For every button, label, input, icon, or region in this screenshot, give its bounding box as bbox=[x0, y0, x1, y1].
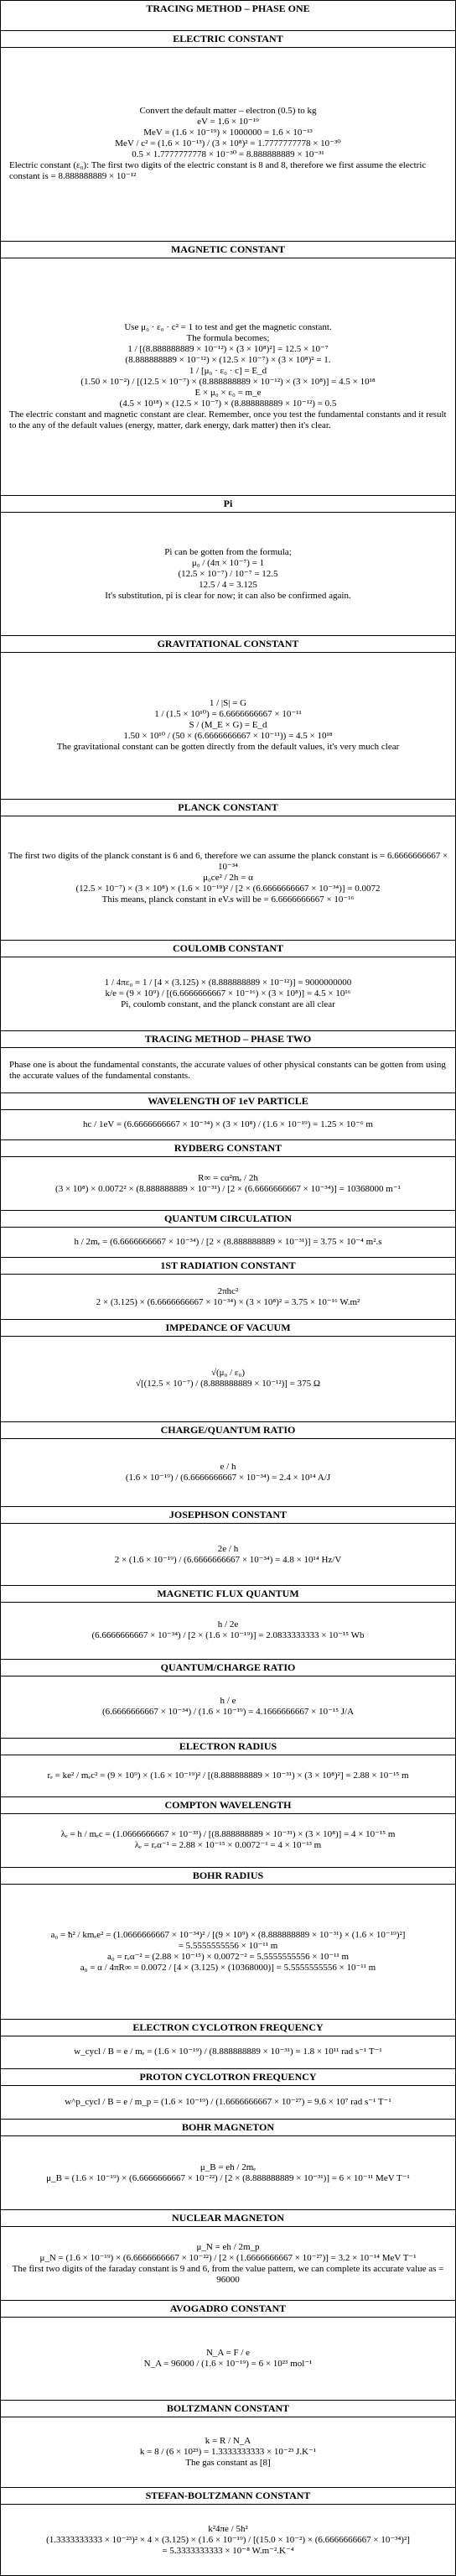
section-rydberg-constant bbox=[1, 1140, 455, 1211]
section-body bbox=[1, 1676, 455, 1738]
section-gravitational-constant bbox=[1, 636, 455, 799]
section-body bbox=[1, 957, 455, 1030]
section-josephson-constant bbox=[1, 1507, 455, 1586]
equation-line: λₑ = rₑα⁻¹ = 2.88 × 10⁻¹⁵ × 0.0072⁻¹ = 4 × 10⁻¹³ m bbox=[134, 1840, 322, 1851]
section-body bbox=[1, 1439, 455, 1506]
equation-line: 0.5 × 1.7777777778 × 10⁻³⁰ = 8.888888889 × 10⁻³¹ bbox=[132, 149, 324, 160]
section-body bbox=[1, 2417, 455, 2488]
section-title: MAGNETIC CONSTANT bbox=[1, 242, 455, 258]
section-nuclear-magneton bbox=[1, 2210, 455, 2301]
section-body bbox=[1, 2227, 455, 2300]
equation-line: = 5.3333333333 × 10⁻⁸ W.m⁻².K⁻⁴ bbox=[162, 2545, 294, 2556]
section-body bbox=[1, 1228, 455, 1257]
explanatory-note: It's substitution, pi is clear for now; it can also be confirmed again. bbox=[105, 590, 351, 601]
section-bohr-radius bbox=[1, 1868, 455, 2020]
equation-line: μ_B = eh / 2mₑ bbox=[200, 2161, 256, 2172]
section-body bbox=[1, 1157, 455, 1210]
explanatory-note: The electric constant and magnetic constant are clear. Remember, once you test the fundamental constants and it result to the any of the default values (energy, matter, dark energy, dark matter) then it's clear. bbox=[9, 409, 447, 431]
section-body bbox=[1, 1275, 455, 1319]
equation-line: MeV = (1.6 × 10⁻¹⁹) × 1000000 = 1.6 × 10⁻¹³ bbox=[143, 128, 313, 138]
section-body bbox=[1, 816, 455, 941]
section-title: MAGNETIC FLUX QUANTUM bbox=[1, 1586, 455, 1603]
section-title: 1ST RADIATION CONSTANT bbox=[1, 1258, 455, 1275]
equation-line: N_A = F / e bbox=[205, 2347, 251, 2358]
section-body bbox=[1, 1337, 455, 1421]
section-body bbox=[1, 2136, 455, 2209]
equation-line: R∞ = cα²mₑ / 2h bbox=[198, 1172, 258, 1183]
equation-line: Pi can be gotten from the formula; bbox=[164, 546, 292, 557]
equation-line: 2πhc² bbox=[217, 1285, 239, 1296]
equation-line: 12.5 / 4 = 3.125 bbox=[199, 579, 257, 590]
section-body bbox=[1, 2318, 455, 2399]
section-body bbox=[1, 653, 455, 798]
equation-line: (6.6666666667 × 10⁻³⁴) / (1.6 × 10⁻¹⁹) = 4.1666666667 × 10⁻¹⁵ J/A bbox=[101, 1707, 355, 1718]
section-coulomb-constant bbox=[1, 941, 455, 1031]
equation-line: μ₀ce² / 2h = α bbox=[203, 872, 253, 883]
section-body bbox=[1, 1603, 455, 1658]
equation-line: 2 × (1.6 × 10⁻¹⁹) / (6.6666666667 × 10⁻³⁴) = 4.8 × 10¹⁴ Hz/V bbox=[114, 1554, 342, 1565]
section-magnetic-constant bbox=[1, 242, 455, 496]
equation-line: (12.5 × 10⁻⁷) / 10⁻⁷ = 12.5 bbox=[178, 568, 278, 579]
equation-line: 1 / [μ₀ · ε₀ · c] = E_d bbox=[189, 366, 267, 377]
equation-line: 2 × (3.125) × (6.6666666667 × 10⁻³⁴) × (3 × 10⁸)² = 3.75 × 10⁻¹⁶ W.m² bbox=[96, 1296, 360, 1307]
section-stefan-boltzmann-constant bbox=[1, 2488, 455, 2575]
section-electron-radius bbox=[1, 1739, 455, 1797]
equation-line: k²4πe / 5h² bbox=[208, 2523, 248, 2534]
equation-line: 1 / [(8.888888889 × 10⁻¹²) × (3 × 10⁸)²] = 12.5 × 10⁻⁷ bbox=[127, 344, 329, 355]
explanatory-note: The gravitational constant can be gotten directly from the default values, it's very much clear bbox=[56, 742, 400, 753]
equation-line: 1 / 4πε₀ = 1 / [4 × (3.125) × (8.888888889 × 10⁻¹²)] = 9000000000 bbox=[104, 978, 352, 988]
section-title: BOHR RADIUS bbox=[1, 1868, 455, 1885]
equation-line: w^p_cycl / B = e / m_p = (1.6 × 10⁻¹⁹) / (1.6666666667 × 10⁻²⁷) = 9.6 × 10⁷ rad s⁻¹ T⁻¹ bbox=[65, 2097, 391, 2108]
section-body bbox=[1, 1755, 455, 1796]
section-title: BOLTZMANN CONSTANT bbox=[1, 2401, 455, 2417]
explanatory-note: Phase one is about the fundamental constants, the accurate values of other physical constants can be gotten from using the accurate values of the fundamental constants. bbox=[9, 1059, 446, 1081]
section-avogadro-constant bbox=[1, 2301, 455, 2400]
section-title: QUANTUM CIRCULATION bbox=[1, 1211, 455, 1228]
section-body bbox=[1, 258, 455, 495]
section-title: TRACING METHOD – PHASE ONE bbox=[146, 3, 310, 14]
explanatory-note: Pi, coulomb constant, and the planck constant are all clear bbox=[121, 999, 335, 1010]
section-quantum-circulation bbox=[1, 1211, 455, 1258]
section-title: STEFAN-BOLTZMANN CONSTANT bbox=[1, 2488, 455, 2505]
section-impedance-of-vacuum bbox=[1, 1320, 455, 1422]
section-title: TRACING METHOD – PHASE TWO bbox=[1, 1031, 455, 1048]
equation-line: eV = 1.6 × 10⁻¹⁹ bbox=[197, 117, 259, 128]
section-proton-cyclotron-frequency bbox=[1, 2069, 455, 2120]
section-title: PLANCK CONSTANT bbox=[1, 800, 455, 816]
equation-line: The first two digits of the planck constant is 6 and 6, therefore we can assume the planck constant is = 6.6666666667 × 10⁻³⁴ bbox=[8, 850, 450, 872]
equation-line: 1 / |S| = G bbox=[209, 698, 247, 709]
equation-line: = 5.5555555556 × 10⁻¹¹ m bbox=[178, 1940, 278, 1951]
equation-line: √(μ₀ / ε₀) bbox=[210, 1368, 246, 1379]
equation-line: √[(12.5 × 10⁻⁷) / (8.888888889 × 10⁻¹²)] = 375 Ω bbox=[135, 1379, 321, 1390]
section-title: WAVELENGTH OF 1eV PARTICLE bbox=[1, 1093, 455, 1110]
explanatory-note: The first two digits of the faraday constant is 9 and 6, from the value pattern, we can complete its accurate value as = 96000 bbox=[12, 2263, 444, 2285]
equation-line: (1.3333333333 × 10⁻²³)² × 4 × (3.125) × (1.6 × 10⁻¹⁹) / [(15.0 × 10⁻²) × (6.6666666667 × 10⁻³⁴)²] bbox=[46, 2534, 410, 2545]
equation-line: w_cycl / B = e / mₑ = (1.6 × 10⁻¹⁹) / (8.888888889 × 10⁻³¹) = 1.8 × 10¹¹ rad s⁻¹ T⁻¹ bbox=[74, 2047, 382, 2057]
section-electron-cyclotron-frequency bbox=[1, 2020, 455, 2070]
section-electric-constant bbox=[1, 31, 455, 242]
equation-line: Convert the default matter – electron (0.5) to kg bbox=[139, 106, 317, 117]
equation-line: k = 8 / (6 × 10²³) = 1.3333333333 × 10⁻²³ J.K⁻¹ bbox=[139, 2447, 317, 2458]
equation-line: (1.50 × 10⁻²) / [(12.5 × 10⁻⁷) × (8.888888889 × 10⁻¹²) × (3 × 10⁸)] = 4.5 × 10¹⁸ bbox=[80, 377, 376, 388]
section-body bbox=[1, 2086, 455, 2119]
equation-line: 1.50 × 10¹⁰ / (50 × (6.6666666667 × 10⁻¹¹)) = 4.5 × 10¹⁸ bbox=[123, 731, 333, 742]
equation-line: (4.5 × 10¹⁸) × (12.5 × 10⁻⁷) × (8.888888889 × 10⁻¹²) = 0.5 bbox=[119, 399, 337, 409]
section-title: Pi bbox=[1, 496, 455, 513]
section-pi bbox=[1, 496, 455, 636]
equation-line: MeV / c² = (1.6 × 10⁻¹³) / (3 × 10⁸)² = 1.7777777778 × 10⁻³⁰ bbox=[115, 138, 341, 149]
section-title: PROTON CYCLOTRON FREQUENCY bbox=[1, 2069, 455, 2086]
section-bohr-magneton bbox=[1, 2120, 455, 2210]
equation-line: e / h bbox=[220, 1461, 236, 1472]
section-charge-quantum-ratio bbox=[1, 1422, 455, 1507]
equation-line: h / e bbox=[220, 1696, 236, 1707]
section-body bbox=[1, 2036, 455, 2069]
section-title: NUCLEAR MAGNETON bbox=[1, 2210, 455, 2227]
section-tracing-method-phase-two bbox=[1, 1031, 455, 1093]
equation-line: (8.888888889 × 10⁻¹²) × (12.5 × 10⁻⁷) × (3 × 10⁸)² = 1. bbox=[125, 355, 331, 366]
section-1st-radiation-constant bbox=[1, 1258, 455, 1320]
equation-line: μ_N = (1.6 × 10⁻¹⁹) × (6.6666666667 × 10⁻²²) / [2 × (1.6666666667 × 10⁻²⁷)] = 3.2 × 10⁻¹⁴ MeV T⁻¹ bbox=[39, 2252, 417, 2263]
equation-line: k/e = (9 × 10⁹) / [(6.6666666667 × 10⁻¹⁶) × (3 × 10⁸)] = 4.5 × 10¹⁶ bbox=[105, 988, 351, 999]
section-title: JOSEPHSON CONSTANT bbox=[1, 1507, 455, 1524]
equation-line: h / 2mₑ = (6.6666666667 × 10⁻³⁴) / [2 × (8.888888889 × 10⁻³¹)] = 3.75 × 10⁻⁴ m².s bbox=[74, 1237, 382, 1248]
section-body bbox=[1, 1814, 455, 1867]
equation-line: (12.5 × 10⁻⁷) × (3 × 10⁸) × (1.6 × 10⁻¹⁹)² / [2 × (6.6666666667 × 10⁻³⁴)] = 0.0072 bbox=[75, 883, 381, 894]
section-title: ELECTRON CYCLOTRON FREQUENCY bbox=[1, 2020, 455, 2036]
section-quantum-charge-ratio bbox=[1, 1660, 455, 1739]
equation-line: (6.6666666667 × 10⁻³⁴) / [2 × (1.6 × 10⁻¹⁹)] = 2.0833333333 × 10⁻¹⁵ Wb bbox=[91, 1630, 365, 1641]
equation-line: a₀ = ħ² / kmₑe² = (1.0666666667 × 10⁻³⁴)² / [(9 × 10⁹) × (8.888888889 × 10⁻³¹) × (1.6 × 10⁻¹⁹)²] bbox=[50, 1929, 406, 1940]
equation-line: a₀ = rₑα⁻² = (2.88 × 10⁻¹⁵) × 0.0072⁻² = 5.5555555556 × 10⁻¹¹ m bbox=[106, 1951, 350, 1962]
section-title: ELECTRON RADIUS bbox=[1, 1739, 455, 1755]
equation-line: h / 2e bbox=[217, 1619, 239, 1630]
section-body bbox=[1, 1110, 455, 1139]
explanatory-note: Electric constant (ε₀): The first two digits of the electric constant is 8 and 8, therefore we first assume the electric constant is = 8.888888889 × 10⁻¹² bbox=[9, 160, 427, 182]
equation-line: μ_B = (1.6 × 10⁻¹⁹) × (6.6666666667 × 10⁻²²) / [2 × (8.888888889 × 10⁻³¹)] = 6 × 10⁻¹¹ MeV T⁻¹ bbox=[46, 2172, 410, 2183]
section-boltzmann-constant bbox=[1, 2401, 455, 2489]
section-body bbox=[1, 1048, 455, 1092]
section-planck-constant bbox=[1, 800, 455, 941]
section-wavelength-of-1ev-particle bbox=[1, 1093, 455, 1140]
section-magnetic-flux-quantum bbox=[1, 1586, 455, 1659]
equation-line: rₑ = ke² / mₑc² = (9 × 10⁹) × (1.6 × 10⁻¹⁹)² / [(8.888888889 × 10⁻³¹) × (3 × 10⁸)²] = 2.88 × 10⁻¹⁵ m bbox=[47, 1770, 409, 1781]
equation-line: The formula becomes; bbox=[186, 333, 270, 344]
equation-line: 1 / (1.5 × 10¹⁰) = 6.6666666667 × 10⁻¹¹ bbox=[154, 709, 302, 720]
equation-line: Use μ₀ · ε₀ · c² = 1 to test and get the magnetic constant. bbox=[124, 322, 332, 333]
equation-line: 2e / h bbox=[217, 1543, 239, 1554]
explanatory-note: This means, planck constant in eV.s will be = 6.6666666667 × 10⁻¹⁶ bbox=[101, 894, 355, 905]
section-title: RYDBERG CONSTANT bbox=[1, 1140, 455, 1157]
section-title: AVOGADRO CONSTANT bbox=[1, 2301, 455, 2318]
equation-line: hc / 1eV = (6.6666666667 × 10⁻³⁴) × (3 × 10⁸) / (1.6 × 10⁻¹⁹) = 1.25 × 10⁻⁶ m bbox=[83, 1119, 373, 1129]
section-compton-wavelength bbox=[1, 1797, 455, 1868]
equation-line: k = R / N_A bbox=[205, 2436, 251, 2447]
section-title: CHARGE/QUANTUM RATIO bbox=[1, 1422, 455, 1439]
section-title: QUANTUM/CHARGE RATIO bbox=[1, 1660, 455, 1676]
equation-line: E × μ₀ × ε₀ = m_e bbox=[194, 388, 262, 399]
section-body bbox=[1, 1885, 455, 2019]
section-body bbox=[1, 1524, 455, 1585]
section-title: ELECTRIC CONSTANT bbox=[1, 31, 455, 48]
section-title: COULOMB CONSTANT bbox=[1, 941, 455, 957]
section-body bbox=[1, 48, 455, 241]
section-title: IMPEDANCE OF VACUUM bbox=[1, 1320, 455, 1337]
equation-line: μ_N = eh / 2m_p bbox=[196, 2241, 260, 2252]
section-tracing-method-phase-one bbox=[1, 1, 455, 31]
section-title: GRAVITATIONAL CONSTANT bbox=[1, 636, 455, 653]
section-body bbox=[1, 513, 455, 635]
equation-line: (1.6 × 10⁻¹⁹) / (6.6666666667 × 10⁻³⁴) = 2.4 × 10¹⁴ A/J bbox=[125, 1472, 331, 1483]
section-body bbox=[1, 2505, 455, 2575]
equation-line: S / (M_E × G) = E_d bbox=[189, 720, 267, 731]
section-title: BOHR MAGNETON bbox=[1, 2120, 455, 2136]
equation-line: μ₀ / (4π × 10⁻⁷) = 1 bbox=[191, 557, 265, 568]
equation-line: λₑ = h / mₑc = (1.0666666667 × 10⁻³³) / [(8.888888889 × 10⁻³¹) × (3 × 10⁸)] = 4 × 10⁻¹⁵ m bbox=[60, 1829, 396, 1840]
equation-line: (3 × 10⁸) × 0.0072² × (8.888888889 × 10⁻³¹) / [2 × (6.6666666667 × 10⁻³⁴)] = 10368000 m⁻¹ bbox=[55, 1183, 401, 1194]
explanatory-note: The gas constant as [8] bbox=[185, 2458, 271, 2469]
equation-line: a₀ = α / 4πR∞ = 0.0072 / [4 × (3.125) × (10368000)] = 5.5555555556 × 10⁻¹¹ m bbox=[80, 1962, 376, 1973]
equation-line: N_A = 96000 / (1.6 × 10⁻¹⁹) = 6 × 10²³ mol⁻¹ bbox=[143, 2358, 313, 2369]
section-title: COMPTON WAVELENGTH bbox=[1, 1797, 455, 1814]
